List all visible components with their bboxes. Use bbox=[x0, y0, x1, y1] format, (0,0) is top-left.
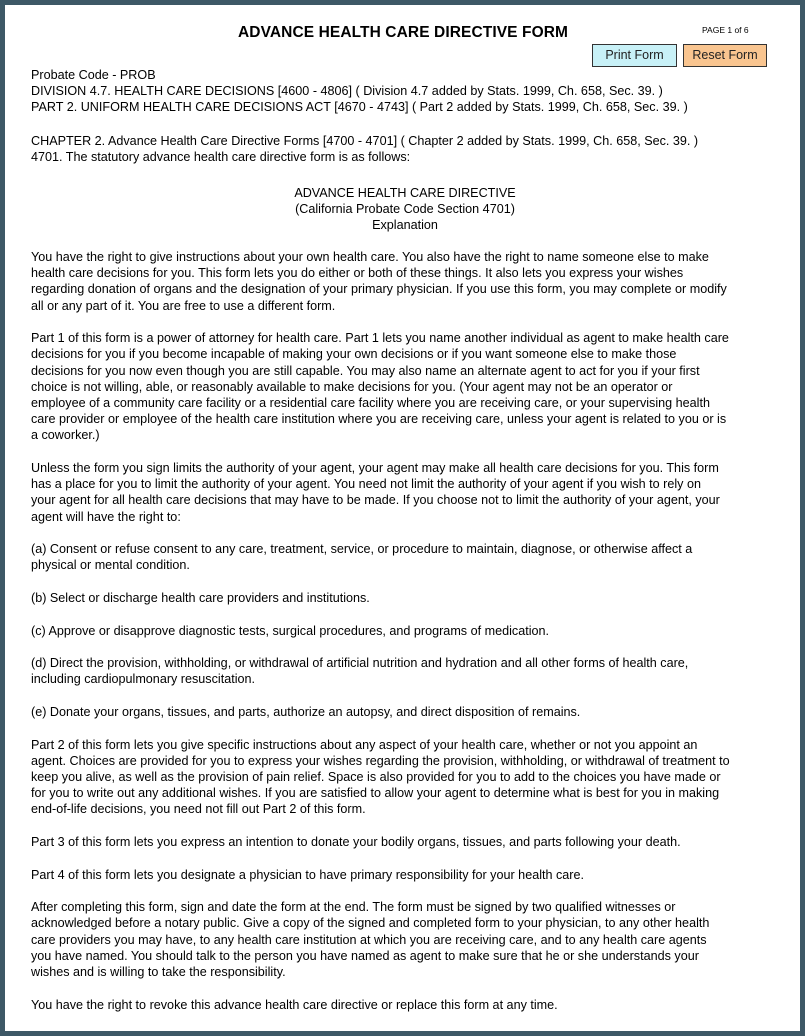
probate-code-header bbox=[31, 67, 688, 116]
paragraph bbox=[31, 834, 781, 850]
paragraph bbox=[31, 460, 781, 525]
paragraph-line: (e) Donate your organs, tissues, and parts, authorize an autopsy, and direct disposition of remains. bbox=[31, 705, 581, 719]
code-line: DIVISION 4.7. HEALTH CARE DECISIONS [4600 - 4806] ( Division 4.7 added by Stats. 1999, Ch. 658, Sec. 39. ) bbox=[31, 84, 663, 99]
paragraph bbox=[31, 590, 781, 606]
paragraph-line: care provider or employee of the health care institution where you are receiving care, unless your agent is related to you or is bbox=[31, 412, 727, 427]
directive-heading bbox=[31, 185, 779, 234]
paragraph bbox=[31, 704, 781, 720]
paragraph-line: Unless the form you sign limits the authority of your agent, your agent may make all health care decisions for you. This form bbox=[31, 461, 719, 476]
paragraph-line: You have the right to give instructions about your own health care. You also have the right to name someone else to make bbox=[31, 250, 709, 264]
print-form-button[interactable]: Print Form bbox=[592, 44, 677, 67]
paragraph-line: care providers you may have, to any health care institution at which you are receiving care, and to any health care agents bbox=[31, 932, 707, 947]
paragraph-line: employee of a community care facility or a residential care facility where you are receiving care, or your supervising health bbox=[31, 396, 710, 411]
paragraph-line: (b) Select or discharge health care providers and institutions. bbox=[31, 591, 370, 606]
paragraph-line: Part 2 of this form lets you give specific instructions about any aspect of your health care, whether or not you appoint an bbox=[31, 737, 698, 752]
directive-subtitle: (California Probate Code Section 4701) bbox=[295, 202, 515, 217]
paragraph-line: wishes and is willing to take the responsibility. bbox=[31, 965, 286, 979]
chapter-line: CHAPTER 2. Advance Health Care Directive Forms [4700 - 4701] ( Chapter 2 added by Stats. 1999, Ch. 658, Sec. 39. ) bbox=[31, 134, 699, 148]
paragraph-line: health care decisions for you. This form lets you do either or both of these things. It also lets you express your wishes bbox=[31, 266, 684, 281]
paragraph-line: Part 4 of this form lets you designate a physician to have primary responsibility for your health care. bbox=[31, 867, 584, 882]
paragraph bbox=[31, 997, 781, 1013]
paragraph-line: a coworker.) bbox=[31, 428, 100, 443]
explanation-body bbox=[31, 249, 781, 1029]
paragraph bbox=[31, 737, 781, 818]
code-line: PART 2. UNIFORM HEALTH CARE DECISIONS ACT [4670 - 4743] ( Part 2 added by Stats. 1999, Ch. 658, Sec. 39. ) bbox=[31, 100, 688, 115]
paragraph-line: Part 3 of this form lets you express an intention to donate your bodily organs, tissues, and parts following your death. bbox=[31, 835, 681, 849]
directive-explanation-label: Explanation bbox=[372, 218, 438, 233]
page-indicator: PAGE 1 of 6 bbox=[702, 25, 749, 35]
paragraph-line: for you to write out any additional wishes. If you are satisfied to allow your agent to determine what is best for you in making bbox=[31, 786, 720, 801]
reset-form-button[interactable]: Reset Form bbox=[683, 44, 767, 67]
paragraph-line: agent. Choices are provided for you to express your wishes regarding the provision, withholding, or withdrawal of treatment to bbox=[31, 753, 730, 768]
paragraph-line: agent will have the right to: bbox=[31, 509, 181, 524]
paragraph-line: Part 1 of this form is a power of attorney for health care. Part 1 lets you name another individual as agent to make health care bbox=[31, 331, 729, 346]
paragraph bbox=[31, 249, 781, 314]
directive-title: ADVANCE HEALTH CARE DIRECTIVE bbox=[294, 186, 516, 200]
chapter-block bbox=[31, 133, 698, 165]
paragraph-line: (d) Direct the provision, withholding, or withdrawal of artificial nutrition and hydration and all other forms of health care, bbox=[31, 656, 689, 671]
paragraph bbox=[31, 623, 781, 639]
paragraph bbox=[31, 867, 781, 883]
paragraph-line: regarding donation of organs and the designation of your primary physician. If you use this form, you may complete or modify bbox=[31, 282, 727, 297]
form-title: ADVANCE HEALTH CARE DIRECTIVE FORM bbox=[238, 24, 569, 41]
paragraph-line: decisions for you if you become incapable of making your own decisions or if you want someone else to make those bbox=[31, 347, 677, 362]
document-page bbox=[5, 5, 800, 1031]
paragraph-line: your agent for all health care decisions that may have to be made. If you choose not to limit the authority of your agent, your bbox=[31, 493, 720, 508]
paragraph-line: you have named. You should talk to the person you have named as agent to make sure that he or she understands your bbox=[31, 948, 699, 963]
paragraph-line: has a place for you to limit the authority of your agent. You need not limit the authority of your agent if you wish to rely on bbox=[31, 477, 701, 492]
paragraph-line: (c) Approve or disapprove diagnostic tests, surgical procedures, and programs of medication. bbox=[31, 623, 550, 638]
paragraph-line: decisions for you now even though you are still capable. You may also name an alternate agent to act for you if your first bbox=[31, 363, 700, 378]
paragraph-line: You have the right to revoke this advance health care directive or replace this form at any time. bbox=[31, 997, 558, 1012]
paragraph-line: physical or mental condition. bbox=[31, 558, 190, 573]
paragraph bbox=[31, 899, 781, 980]
paragraph-line: end-of-life decisions, you need not fill out Part 2 of this form. bbox=[31, 802, 366, 817]
paragraph-line: (a) Consent or refuse consent to any care, treatment, service, or procedure to maintain, diagnose, or otherwise affect a bbox=[31, 542, 693, 557]
paragraph-line: acknowledged before a notary public. Give a copy of the signed and completed form to your physician, to any other health bbox=[31, 916, 710, 931]
paragraph-line: After completing this form, sign and date the form at the end. The form must be signed by two qualified witnesses or bbox=[31, 900, 676, 915]
section-intro-line: 4701. The statutory advance health care directive form is as follows: bbox=[31, 150, 411, 165]
paragraph-line: keep you alive, as well as the provision of pain relief. Space is also provided for you to add to the choices you have made or bbox=[31, 770, 721, 784]
paragraph bbox=[31, 541, 781, 573]
paragraph bbox=[31, 330, 781, 443]
code-line: Probate Code - PROB bbox=[31, 68, 156, 82]
paragraph-line: choice is not willing, able, or reasonably available to make decisions for you. (Your agent may not be an operator or bbox=[31, 379, 673, 394]
paragraph-line: including cardiopulmonary resuscitation. bbox=[31, 672, 256, 687]
paragraph-line: all or any part of it. You are free to use a different form. bbox=[31, 298, 336, 313]
paragraph bbox=[31, 655, 781, 687]
